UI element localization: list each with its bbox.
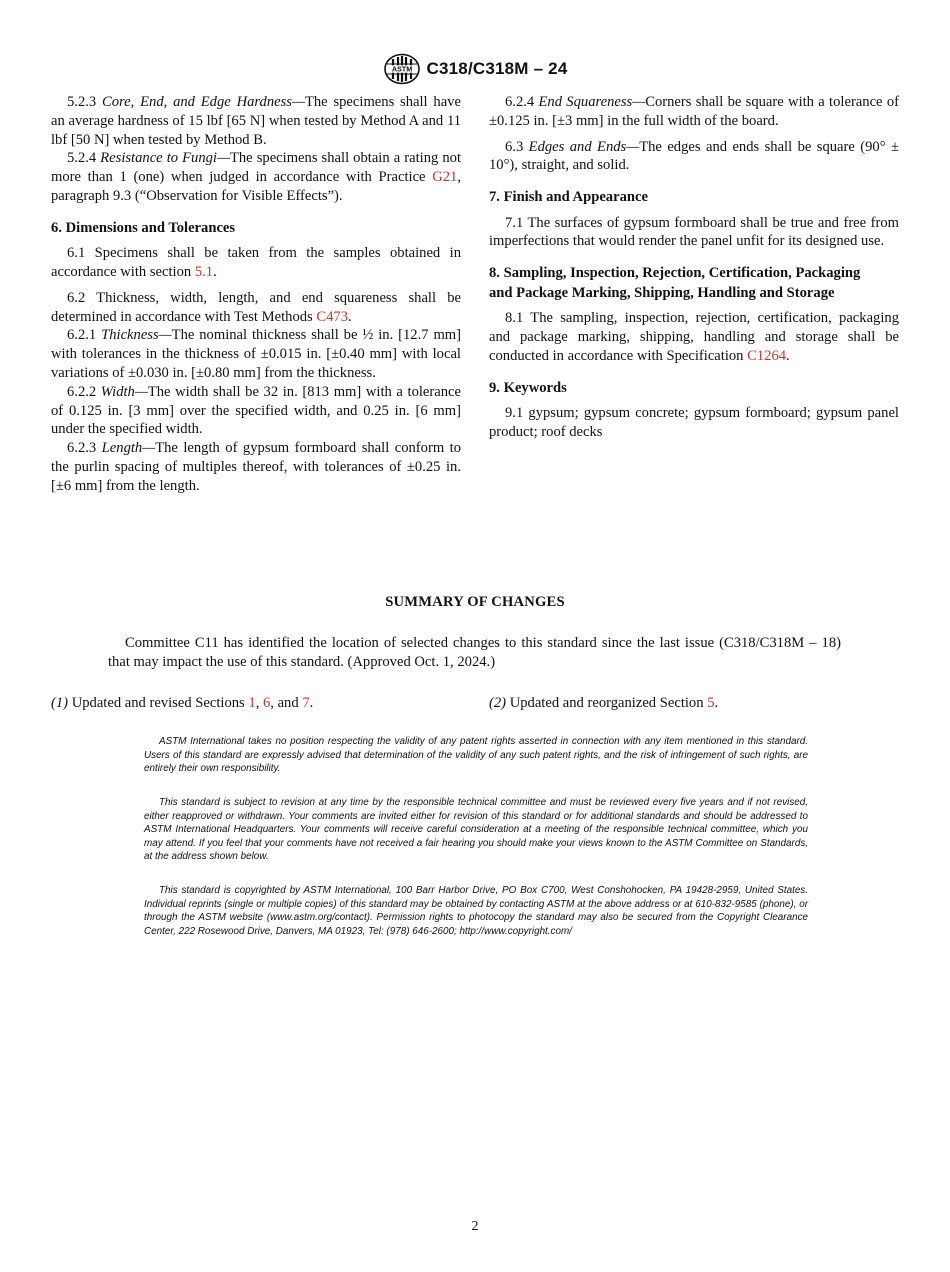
- clause-text: Specimens shall be taken from the samples obtained in accordance with section: [51, 245, 461, 281]
- clause-title: Length—: [101, 440, 156, 457]
- paragraph-5-2-4: [51, 149, 461, 205]
- clause-text: .: [786, 347, 790, 364]
- summary-title: SUMMARY OF CHANGES: [385, 594, 565, 610]
- clause-number: 6.2.3: [67, 440, 97, 457]
- paragraph-5-2-3: [51, 93, 461, 149]
- end-punctuation: .: [309, 695, 314, 711]
- paragraph-6-1: [51, 244, 461, 282]
- section-link-1[interactable]: 1: [248, 695, 256, 711]
- reference-link-c1264[interactable]: C1264: [747, 347, 787, 364]
- paragraph-6-2-4: [489, 93, 899, 131]
- paragraph-6-2: [51, 289, 461, 327]
- section-heading-7: 7. Finish and Appearance: [489, 189, 648, 206]
- change-text: Updated and reorganized Section: [509, 695, 708, 711]
- clause-text: The nominal thickness shall be ½ in. [12.7 mm] with tolerances in the thickness of ±0.015 in. [±0.40 mm] with local variations of ±0.030 in. [±0.80 mm] from the thickness.: [51, 327, 462, 382]
- left-column: [51, 93, 461, 496]
- clause-number: 9.1: [505, 405, 524, 422]
- reference-link-g21[interactable]: G21: [432, 169, 458, 186]
- section-link-5[interactable]: 5: [707, 695, 715, 711]
- reference-link-c473[interactable]: C473: [316, 308, 348, 325]
- separator: , and: [270, 695, 303, 711]
- clause-title: Width—: [100, 383, 148, 400]
- end-punctuation: .: [714, 695, 719, 711]
- paragraph-9-1: [489, 404, 899, 442]
- section-link-6[interactable]: 6: [262, 695, 271, 711]
- section-heading-8: 8. Sampling, Inspection, Rejection, Certification, Packaging and Package Marking, Shipping, Handling and Storage: [489, 265, 861, 301]
- clause-text: Corners shall be square with a tolerance of ±0.125 in. [±3 mm] in the full width of the board.: [489, 94, 899, 129]
- clause-text: .: [213, 264, 217, 281]
- clause-number: 6.2.2: [67, 383, 97, 400]
- clause-title: End Squareness—: [538, 94, 646, 110]
- clause-title: Resistance to Fungi—: [100, 150, 230, 167]
- clause-text: The length of gypsum formboard shall conform to the purlin spacing of multiples thereof, with tolerances of ±0.25 in. [±6 mm] from the length.: [51, 440, 462, 494]
- clause-text: Thickness, width, length, and end squareness shall be determined in accordance with Test Methods: [51, 289, 461, 325]
- clause-number: 5.2.4: [67, 150, 97, 167]
- clause-number: 6.2.1: [67, 327, 97, 344]
- change-number: (2): [489, 695, 507, 711]
- paragraph-6-3: [489, 138, 899, 176]
- clause-title: Core, End, and Edge Hardness—: [102, 94, 305, 110]
- summary-intro: Committee C11 has identified the location of selected changes to this standard since the last issue (C318/C318M – 18) that may impact the use of this standard. (Approved Oct. 1, 2024.): [108, 635, 841, 670]
- paragraph-8-1: [489, 309, 899, 365]
- change-item-1: [51, 694, 313, 713]
- clause-number: 6.2: [67, 289, 86, 306]
- clause-text: .: [348, 308, 352, 325]
- svg-text:ASTM: ASTM: [391, 64, 412, 74]
- reference-link-5-1[interactable]: 5.1: [194, 264, 214, 281]
- clause-number: 6.1: [67, 245, 86, 262]
- change-item-2: [489, 694, 718, 713]
- standard-designation: C318/C318M – 24: [426, 59, 568, 78]
- revision-notice: This standard is subject to revision at any time by the responsible technical committee and must be reviewed every five years and if not revised, either reapproved or withdrawn. Your comments are invited either for revision of this standard or for additional standards and should be addressed to ASTM International Headquarters. Your comments will receive careful consideration at a meeting of the responsible technical committee, which you may attend. If you feel that your comments have not received a fair hearing you should make your views known to the ASTM Committee on Standards, at the address shown below.: [144, 797, 808, 863]
- section-heading-9: 9. Keywords: [489, 379, 567, 396]
- clause-text: gypsum; gypsum concrete; gypsum formboard; gypsum panel product; roof decks: [489, 405, 899, 440]
- astm-logo-icon: [383, 53, 421, 85]
- page-header: [0, 54, 950, 84]
- clause-number: 7.1: [505, 214, 524, 231]
- clause-text: The edges and ends shall be square (90° ± 10°), straight, and solid.: [489, 138, 899, 174]
- section-heading-6: 6. Dimensions and Tolerances: [51, 219, 236, 236]
- clause-number: 8.1: [505, 310, 524, 327]
- clause-text: , paragraph 9.3 (“Observation for Visible Effects”).: [51, 169, 461, 204]
- clause-text: The specimens shall obtain a rating not more than 1 (one) when judged in accordance with Practice: [51, 150, 461, 186]
- right-column: [489, 93, 899, 442]
- clause-number: 5.2.3: [67, 94, 97, 110]
- clause-title: Thickness—: [101, 327, 172, 344]
- clause-number: 6.2.4: [505, 94, 535, 110]
- paragraph-7-1: [489, 214, 899, 252]
- change-number: (1): [51, 695, 69, 711]
- clause-text: The width shall be 32 in. [813 mm] with a tolerance of 0.125 in. [3 mm] over the specified width, and 0.25 in. [6 mm] under the specified width.: [51, 383, 461, 438]
- clause-text: The surfaces of gypsum formboard shall be true and free from imperfections that would render the panel unfit for its designed use.: [489, 214, 899, 250]
- section-link-7[interactable]: 7: [302, 695, 310, 711]
- clause-number: 6.3: [505, 138, 524, 155]
- change-text: Updated and revised Sections: [71, 695, 249, 711]
- copyright-notice: This standard is copyrighted by ASTM International, 100 Barr Harbor Drive, PO Box C700, West Conshohocken, PA 19428-2959, United States. Individual reprints (single or multiple copies) of this standard may be obtained by contacting ASTM at the above address or at 610-832-9585 (phone), or through the ASTM website (www.astm.org/contact). Permission rights to photocopy the standard may also be secured from the Copyright Clearance Center, 222 Rosewood Drive, Danvers, MA 01923, Tel: (978) 646-2600; http://www.copyright.com/: [144, 885, 808, 937]
- paragraph-6-2-2: [51, 383, 461, 439]
- paragraph-6-2-3: [51, 439, 461, 495]
- patent-notice: ASTM International takes no position respecting the validity of any patent rights asserted in connection with any item mentioned in this standard. Users of this standard are expressly advised that determination of the validity of any such patent rights, and the risk of infringement of such rights, are entirely their own responsibility.: [144, 736, 808, 775]
- clause-text: The specimens shall have an average hardness of 15 lbf [65 N] when tested by Method A and 11 lbf [50 N] when tested by Method B.: [51, 94, 461, 148]
- separator: ,: [255, 695, 263, 711]
- paragraph-6-2-1: [51, 326, 461, 382]
- page-number: 2: [471, 1219, 479, 1234]
- clause-title: Edges and Ends—: [528, 138, 640, 155]
- clause-text: The sampling, inspection, rejection, certification, packaging and package marking, shipping, handling and storage shall be conducted in accordance with Specification: [489, 310, 899, 364]
